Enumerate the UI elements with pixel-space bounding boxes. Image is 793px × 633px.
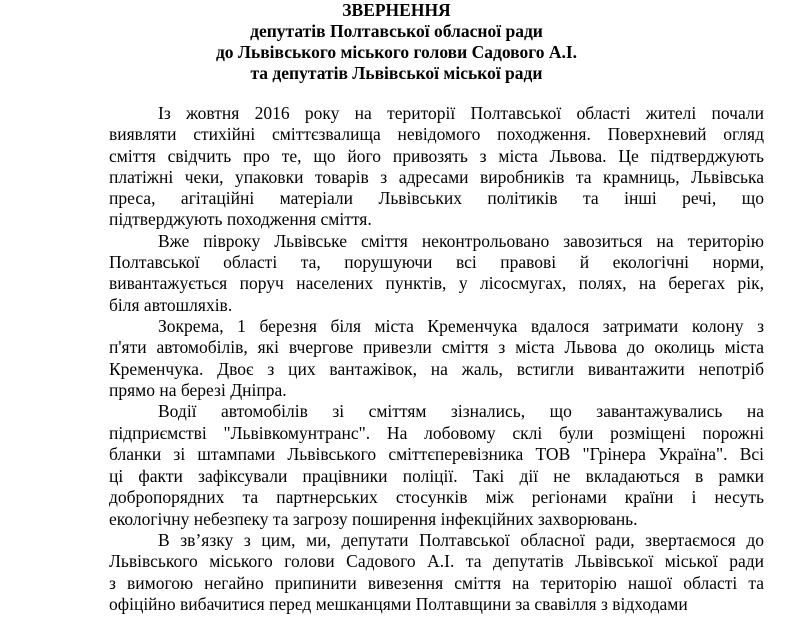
text-line: з вимогою негайно припинити вивезення сміття на територію нашої області та: [109, 572, 764, 593]
text-line: Водії автомобілів зі сміттям зізнались, що завантажувались на: [158, 401, 764, 422]
text-line: Полтавської області та, порушуючи всі правові й екологічні норми,: [109, 252, 764, 273]
text-line: біля автошляхів.: [109, 294, 233, 315]
text-line: вивантажується поруч населених пунктів, у лісосмугах, полях, на берегах рік,: [109, 273, 764, 294]
text-line: підприємстві "Львівкомунтранс". На лобовому склі були розміщені порожні: [109, 422, 764, 443]
text-line: п'яти автомобілів, які вчергове привезли сміття з міста Львова до околиць міста: [109, 337, 764, 358]
document-body: [109, 103, 764, 615]
text-line: виявляти стихійні сміттєзвалища невідомого походження. Поверхневий огляд: [109, 124, 764, 145]
paragraph-3: [109, 316, 764, 401]
text-line: екологічну небезпеку та загрозу поширення інфекційних захворювань.: [109, 508, 638, 529]
text-line: В зв’язку з цим, ми, депутати Полтавської обласної ради, звертаємося до: [158, 530, 764, 551]
text-line: бланки зі штампами Львівського сміттєперевізника ТОВ "Грінера Україна". Всі: [109, 444, 764, 465]
paragraph-1: [109, 103, 764, 231]
text-line: Львівського міського голови Садового А.І. та депутатів Львівської міської ради: [109, 551, 764, 572]
text-line: Зокрема, 1 березня біля міста Кременчука вдалося затримати колону з: [158, 315, 764, 336]
paragraph-2: [109, 231, 764, 316]
heading-to-council: та депутатів Львівської міської ради: [250, 63, 543, 83]
text-line: підтверджують походження сміття.: [109, 209, 372, 230]
text-line: ці факти зафіксували працівники поліції. Такі дії не вкладаються в рамки: [109, 465, 764, 486]
heading-to-mayor: до Львівського міського голови Садового А.І.: [215, 42, 578, 62]
text-line: Із жовтня 2016 року на території Полтавської області жителі почали: [158, 103, 764, 123]
text-line: преса, агітаційні матеріали Львівських політиків та інші речі, що: [109, 188, 764, 209]
text-line: Вже півроку Львівське сміття неконтрольовано завозиться на територію: [158, 230, 764, 251]
heading-title: ЗВЕРНЕННЯ: [342, 0, 451, 20]
document-heading: [0, 0, 793, 84]
text-line: добропорядних та партнерських стосунків між регіонами країни і несуть: [109, 487, 764, 508]
text-line: Кременчука. Двоє з цих вантажівок, на жаль, встигли вивантажити непотріб: [109, 358, 764, 379]
text-line: прямо на березі Дніпра.: [109, 379, 287, 400]
heading-from: депутатів Полтавської обласної ради: [250, 21, 543, 41]
paragraph-5: [109, 530, 764, 615]
paragraph-4: [109, 401, 764, 530]
text-line: офіційно вибачитися перед мешканцями Полтавщини за свавілля з відходами: [109, 593, 688, 614]
text-line: платіжні чеки, упаковки товарів з адресами виробників та крамниць, Львівська: [109, 166, 764, 187]
text-line: сміття свідчить про те, що його привозять з міста Львова. Це підтверджують: [109, 145, 764, 166]
